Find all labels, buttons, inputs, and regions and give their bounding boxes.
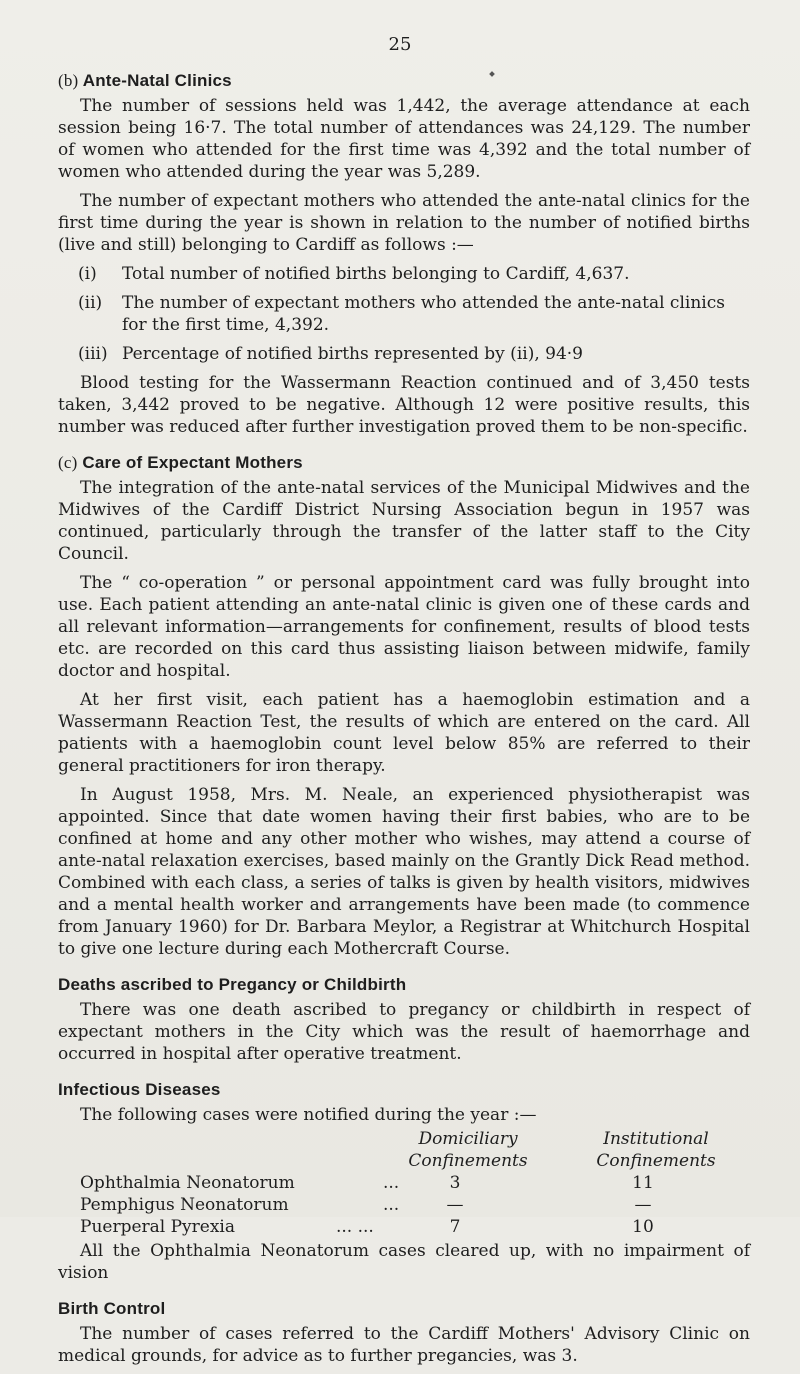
section-label: (b) (58, 71, 79, 90)
paragraph: At her first visit, each patient has a haemoglobin estimation and a Wassermann Reaction Test, the results of which are entered on the card. All patients with a haemoglobin count level below 85% are referred to their general practitioners for iron therapy. (58, 690, 750, 776)
paragraph: Blood testing for the Wassermann Reaction continued and of 3,450 tests taken, 3,442 proved to be negative. Although 12 were positive results, this number was reduced after further investigation proved them to be non-specific. (58, 373, 750, 437)
list-item-text: Total number of notified births belonging to Cardiff, 4,637. (122, 264, 630, 284)
section-title: Care of Expectant Mothers (82, 453, 303, 472)
section-label: (c) (58, 453, 78, 472)
domiciliary-value: 7 (449, 1217, 461, 1237)
header-line: Institutional (603, 1129, 709, 1149)
page-number: 25 (388, 34, 412, 55)
paragraph: The number of cases referred to the Cardiff Mothers' Advisory Clinic on medical grounds, for advice as to further pregancies, was 3. (58, 1324, 750, 1366)
paragraph: The integration of the ante-natal services of the Municipal Midwives and the Midwives of the Cardiff District Nursing Association begun in 1957 was continued, particularly through the transfer of the latter staff to the City Council. (58, 478, 750, 564)
heading-deaths: Deaths ascribed to Pregancy or Childbirth (58, 975, 407, 994)
column-header-institutional (576, 1128, 736, 1172)
list-item (58, 292, 750, 336)
column-header-domiciliary (398, 1128, 538, 1172)
heading-care-of-expectant-mothers (58, 452, 750, 474)
table-intro: The following cases were notified during the year :— (80, 1105, 537, 1125)
paragraph: The number of expectant mothers who attended the ante-natal clinics for the first time during the year is shown in relation to the number of notified births (live and still) belonging to Cardiff as follows :— (58, 191, 750, 255)
list-item (58, 343, 750, 365)
header-line: Confinements (596, 1151, 716, 1171)
domiciliary-value: — (446, 1195, 464, 1215)
list-item (58, 263, 750, 285)
heading-ante-natal-clinics (58, 70, 750, 92)
section-title: Ante-Natal Clinics (82, 71, 232, 90)
header-line: Confinements (408, 1151, 528, 1171)
cases-table (58, 1128, 750, 1238)
list-item-text: The number of expectant mothers who attended the ante-natal clinics for the first time, 4,392. (122, 293, 725, 335)
row-label: Puerperal Pyrexia (80, 1217, 236, 1237)
row-label: Pemphigus Neonatorum (80, 1195, 289, 1215)
paragraph: There was one death ascribed to pregancy or childbirth in respect of expectant mothers in the City which was the result of haemorrhage and occurred in hospital after operative treatment. (58, 1000, 750, 1064)
paragraph: The number of sessions held was 1,442, the average attendance at each session being 16·7. The total number of attendances was 24,129. The number of women who attended for the first time was 4,392 and the total number of women who attended during the year was 5,289. (58, 96, 750, 182)
table-row (80, 1172, 750, 1194)
institutional-value: 10 (632, 1217, 654, 1237)
page-content (58, 70, 750, 1374)
row-leader-dots: ... ... (336, 1217, 374, 1237)
institutional-value: — (634, 1195, 652, 1215)
table-note: All the Ophthalmia Neonatorum cases cleared up, with no impairment of vision (58, 1241, 750, 1283)
institutional-value: 11 (632, 1173, 654, 1193)
list-item-number: (iii) (78, 344, 108, 364)
list-item-number: (i) (78, 264, 97, 284)
row-leader-dots: ... (383, 1195, 400, 1215)
row-label: Ophthalmia Neonatorum (80, 1173, 295, 1193)
header-line: Domiciliary (418, 1129, 518, 1149)
domiciliary-value: 3 (449, 1173, 461, 1193)
table-row (80, 1194, 750, 1216)
paragraph: In August 1958, Mrs. M. Neale, an experienced physiotherapist was appointed. Since that date women having their first babies, who are to be confined at home and any other mother who wishes, may attend a course of ante-natal relaxation exercises, based mainly on the Grantly Dick Read method. Combined with each class, a series of talks is given by health visitors, midwives and a mental health worker and arrangements have been made (to commence from January 1960) for Dr. Barbara Meylor, a Registrar at Whitchurch Hospital to give one lecture during each Mothercraft Course. (58, 785, 750, 959)
heading-infectious-diseases: Infectious Diseases (58, 1080, 221, 1099)
list-item-number: (ii) (78, 293, 103, 313)
heading-birth-control: Birth Control (58, 1299, 166, 1318)
paragraph: The “ co-operation ” or personal appointment card was fully brought into use. Each patient attending an ante-natal clinic is given one of these cards and all relevant information—arrangements for confinement, results of blood tests etc. are recorded on this card thus assisting liaison between midwife, family doctor and hospital. (58, 573, 750, 681)
list-item-text: Percentage of notified births represented by (ii), 94·9 (122, 344, 583, 364)
table-row (80, 1216, 750, 1238)
row-leader-dots: ... (383, 1173, 400, 1193)
